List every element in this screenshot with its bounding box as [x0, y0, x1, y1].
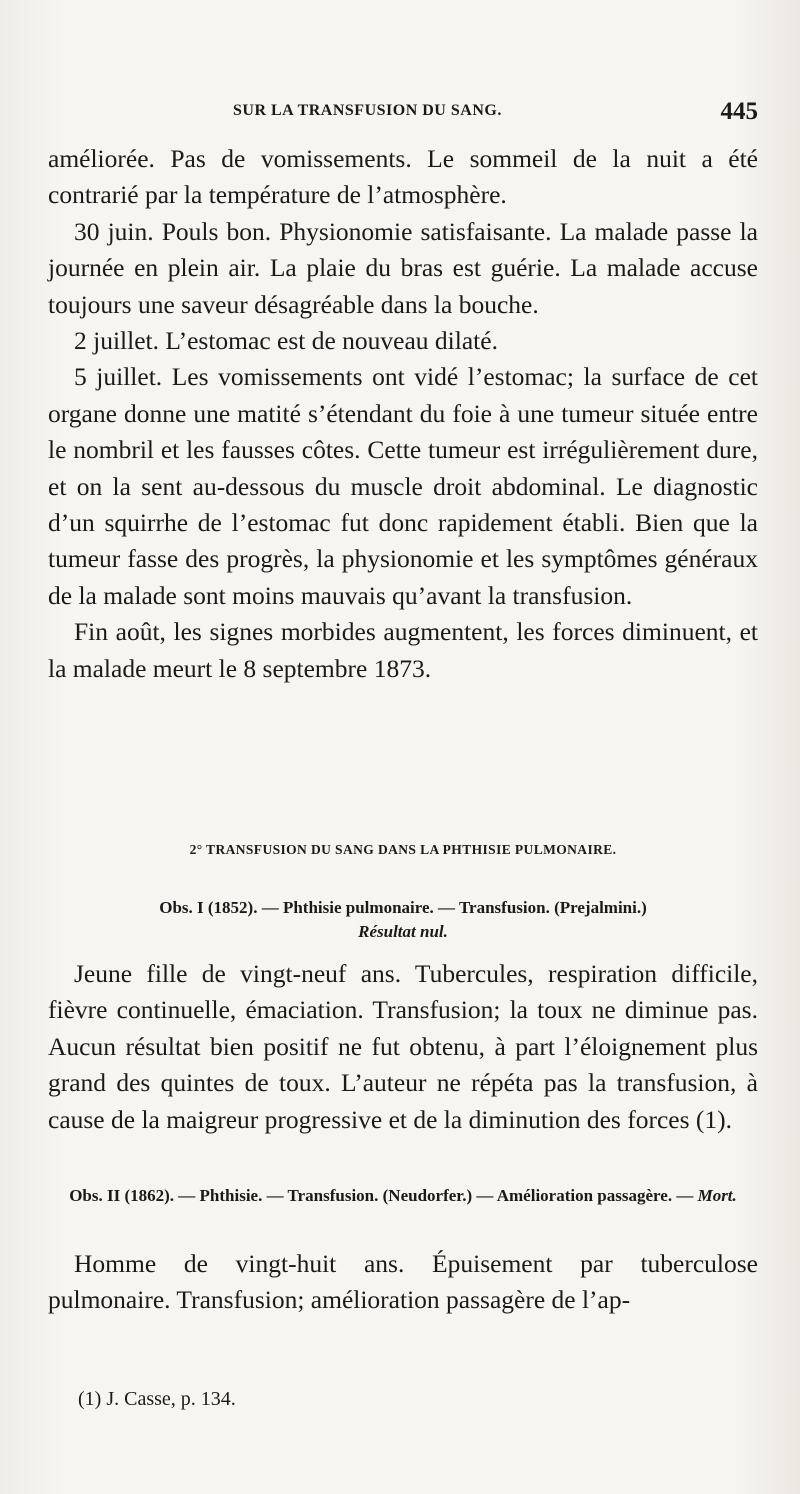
- paragraph: 30 juin. Pouls bon. Physionomie satisfaisante. La malade passe la journée en plein air. La plaie du bras est guérie. La malade accuse toujours une saveur désagréable dans la bouche.: [48, 216, 758, 319]
- observation-text: [48, 956, 758, 1138]
- observation-result: Mort.: [697, 1186, 737, 1205]
- page-number: 445: [720, 98, 758, 125]
- observation-title: Obs. I (1852). — Phthisie pulmonaire. — Transfusion. (Prejalmini.): [159, 898, 647, 917]
- running-head: [48, 98, 758, 130]
- observation-heading: [48, 1184, 758, 1208]
- paragraph: 2 juillet. L’estomac est de nouveau dilaté.: [74, 326, 498, 356]
- paragraph-text: Jeune fille de vingt-neuf ans. Tubercules, respiration difficile, fièvre continuelle, émaciation. Transfusion; la toux ne diminue pas. Aucun résultat bien positif ne fut obtenu, à part l’éloignement plus grand des quintes de toux. L’auteur ne répéta pas la transfusion, à cause de la maigreur progressive et de la diminution des forces: [48, 959, 758, 1134]
- footnote: (1) J. Casse, p. 134.: [78, 1388, 236, 1410]
- observation-result: Résultat nul.: [358, 922, 448, 941]
- section-heading: 2° TRANSFUSION DU SANG DANS LA PHTHISIE PULMONAIRE.: [189, 842, 617, 857]
- paragraph: améliorée. Pas de vomissements. Le sommeil de la nuit a été contrarié par la température de l’atmosphère.: [48, 144, 758, 210]
- paragraph: [48, 956, 758, 1138]
- running-title: SUR LA TRANSFUSION DU SANG.: [233, 102, 502, 119]
- observation-title: Obs. II (1862). — Phthisie. — Transfusion. (Neudorfer.) — Amélioration passagère. —: [69, 1186, 694, 1205]
- observation-text: [48, 1246, 758, 1319]
- footnote-reference: (1).: [695, 1104, 733, 1134]
- paragraph: 5 juillet. Les vomissements ont vidé l’estomac; la surface de cet organe donne une matité s’étendant du foie à une tumeur située entre le nombril et les fausses côtes. Cette tumeur est irrégulièrement dure, et on la sent au-dessous du muscle droit abdominal. Le diagnostic d’un squirrhe de l’estomac fut donc rapidement établi. Bien que la tumeur fasse des progrès, la physionomie et les symptômes généraux de la malade sont moins mauvais qu’avant la transfusion.: [48, 362, 758, 610]
- paragraph: Homme de vingt-huit ans. Épuisement par tuberculose pulmonaire. Transfusion; amélioration passagère de l’ap-: [48, 1249, 758, 1315]
- paragraph: Fin août, les signes morbides augmentent, les forces diminuent, et la malade meurt le 8 septembre 1873.: [48, 617, 758, 683]
- case-continuation: [48, 141, 758, 687]
- observation-heading: [48, 896, 758, 944]
